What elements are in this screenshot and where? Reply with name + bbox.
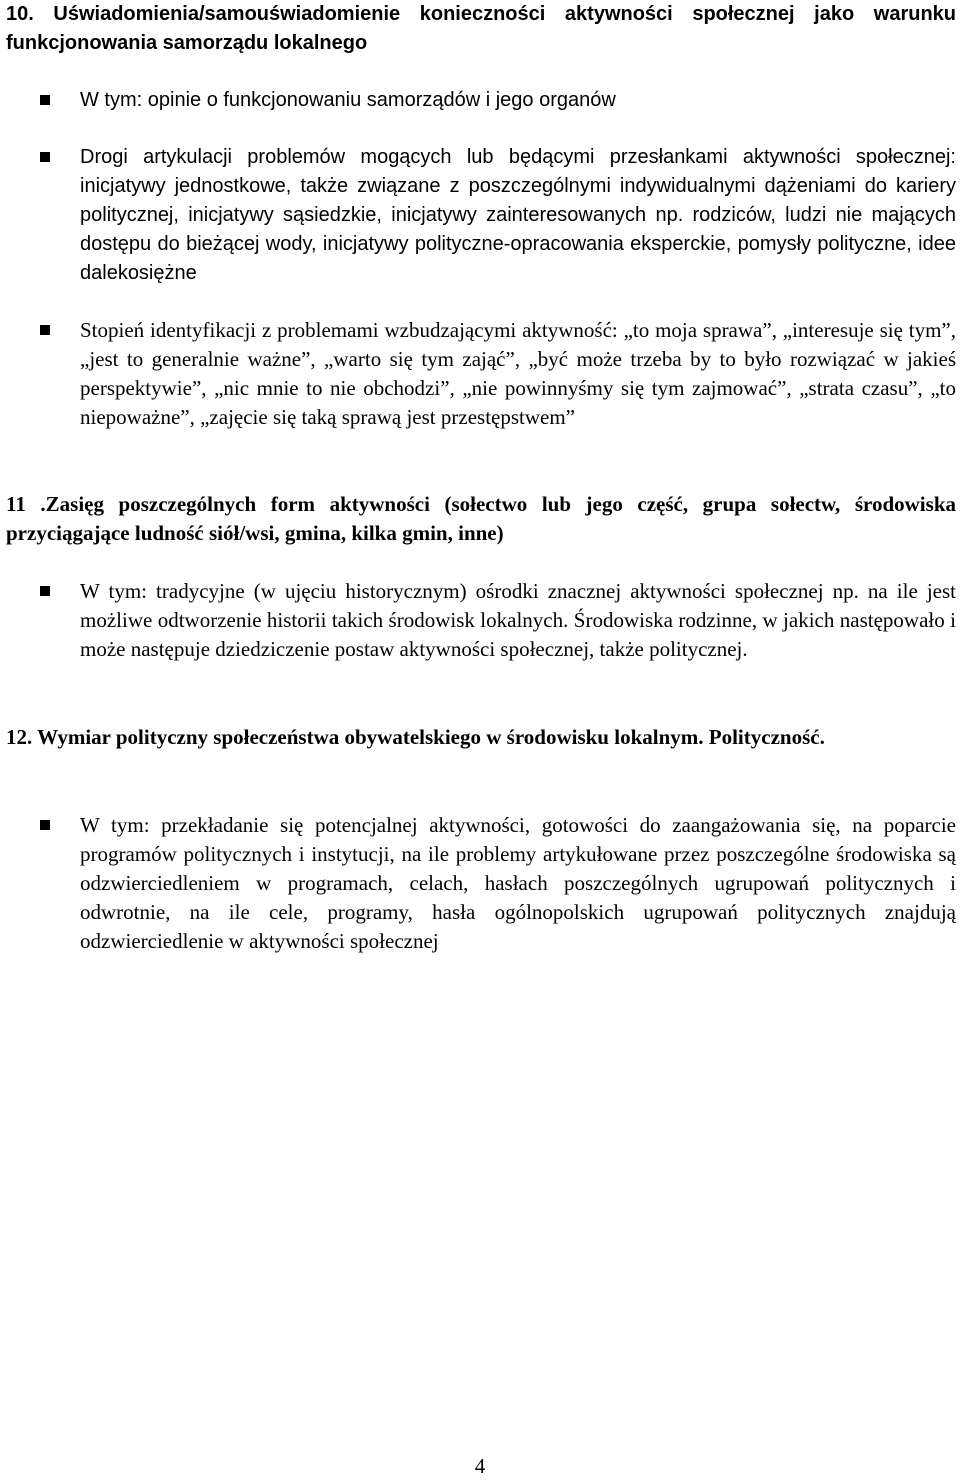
bullet-text: Stopień identyfikacji z problemami wzbudzającymi aktywność: „to moja sprawa”, „interesuje się tym”, „jest to generalnie ważne”, „warto się tym zająć”, „być może trzeba by to było rozwiązać w jakieś perspektywie”, „nic mnie to nie obchodzi”, „nie powinnyśmy się tym zajmować”, „strata czasu”, „to niepoważne”, „zajęcie się taką sprawą jest przestępstwem” bbox=[80, 318, 956, 429]
square-bullet-icon bbox=[40, 95, 50, 105]
page-number: 4 bbox=[474, 1454, 486, 1478]
square-bullet-icon bbox=[40, 325, 50, 335]
bullet-text: W tym: opinie o funkcjonowaniu samorządów i jego organów bbox=[80, 89, 616, 111]
section-12-heading: 12. Wymiar polityczny społeczeństwa obywatelskiego w środowisku lokalnym. Polityczność. bbox=[6, 725, 825, 749]
section-10-heading: 10. Uświadomienia/samouświadomienie konieczności aktywności społecznej jako warunku funkcjonowania samorządu lokalnego bbox=[6, 3, 956, 54]
bullet-text: Drogi artykulacji problemów mogących lub będącymi przesłankami aktywności społecznej: inicjatywy jednostkowe, także związane z poszczególnymi indywidualnymi dążeniami do kariery politycznej, inicjatywy sąsiedzkie, inicjatywy zainteresowanych np. rodziców, ludzi nie mających dostępu do bieżącej wody, inicjatywy polityczne-opracowania eksperckie, pomysły polityczne, idee dalekosiężne bbox=[80, 146, 956, 284]
section-11-heading: 11 .Zasięg poszczególnych form aktywności (sołectwo lub jego część, grupa sołectw, środowiska przyciągające ludność siół/wsi, gmina, kilka gmin, inne) bbox=[6, 492, 956, 545]
square-bullet-icon bbox=[40, 820, 50, 830]
square-bullet-icon bbox=[40, 152, 50, 162]
bullet-text: W tym: tradycyjne (w ujęciu historycznym) ośrodki znacznej aktywności społecznej np. na ile jest możliwe odtworzenie historii takich środowisk lokalnych. Środowiska rodzinne, w jakich następowało i może następuje dziedziczenie postaw aktywności społecznej, także politycznej. bbox=[80, 579, 956, 661]
square-bullet-icon bbox=[40, 586, 50, 596]
bullet-text: W tym: przekładanie się potencjalnej aktywności, gotowości do zaangażowania się, na poparcie programów politycznych i instytucji, na ile problemy artykułowane przez poszczególne środowiska są odzwierciedleniem w programach, celach, hasłach poszczególnych ugrupowań politycznych i odwrotnie, na ile cele, programy, hasła ogólnopolskich ugrupowań politycznych znajdują odzwierciedlenie w aktywności społecznej bbox=[80, 813, 956, 953]
